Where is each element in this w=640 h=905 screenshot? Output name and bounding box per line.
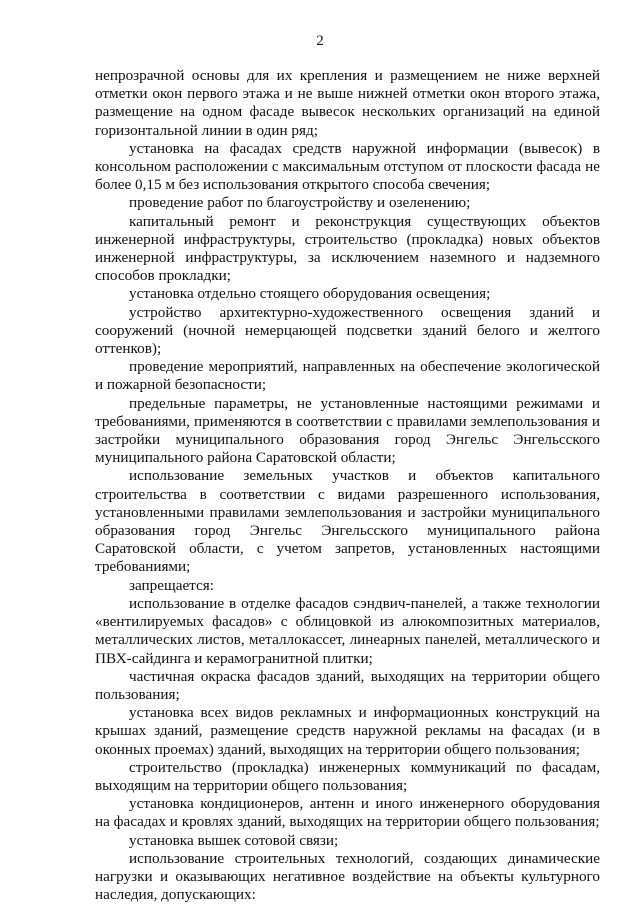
paragraph: использование земельных участков и объектов капитального строительства в соответствии с видами разрешенного использования, установленными правилами землепользования и застройки муниципального образования город Энгельс Энгельсского муниципального района Саратовской области, с учетом запретов, установленных настоящими требованиями; (95, 467, 600, 576)
paragraph: установка вышек сотовой связи; (129, 831, 339, 849)
paragraph: строительство (прокладка) инженерных коммуникаций по фасадам, выходящим на территории общего пользования; (95, 758, 600, 794)
paragraph: непрозрачной основы для их крепления и размещением не ниже верхней отметки окон первого этажа и не выше нижней отметки окон второго этажа, размещение на одном фасаде вывесок нескольких организаций на единой горизонтальной линии в один ряд; (95, 67, 600, 139)
paragraph: предельные параметры, не установленные настоящими режимами и требованиями, применяются в соответствии с правилами землепользования и застройки муниципального образования город Энгельс Энгельсского муниципального района Саратовской области; (95, 394, 600, 467)
document-body (95, 67, 600, 904)
paragraph: запрещается: (129, 576, 214, 594)
paragraph: частичная окраска фасадов зданий, выходящих на территории общего пользования; (95, 667, 600, 703)
page-number: 2 (316, 33, 324, 49)
paragraph: использование в отделке фасадов сэндвич-панелей, а также технологии «вентилируемых фасадов» с облицовкой из алюкомпозитных материалов, металлических листов, металлокассет, линеарных панелей, металлического и ПВХ-сайдинга и керамогранитной плитки; (95, 594, 600, 667)
paragraph: использование строительных технологий, создающих динамические нагрузки и оказывающих негативное воздействие на объекты культурного наследия, допускающих: (95, 849, 600, 904)
paragraph: установка всех видов рекламных и информационных конструкций на крышах зданий, размещение средств наружной рекламы на фасадах (и в оконных проемах) зданий, выходящих на территории общего пользования; (95, 704, 600, 758)
paragraph: установка на фасадах средств наружной информации (вывесок) в консольном расположении с максимальным отступом от плоскости фасада не более 0,15 м без использования открытого способа свечения; (95, 139, 600, 194)
paragraph: капитальный ремонт и реконструкция существующих объектов инженерной инфраструктуры, строительство (прокладка) новых объектов инженерной инфраструктуры, за исключением наземного и надземного способов прокладки; (95, 212, 600, 285)
paragraph: установка кондиционеров, антенн и иного инженерного оборудования на фасадах и кровлях зданий, выходящих на территории общего пользования; (95, 795, 600, 831)
paragraph: проведение мероприятий, направленных на обеспечение экологической и пожарной безопасности; (95, 358, 600, 394)
paragraph: установка отдельно стоящего оборудования освещения; (129, 285, 491, 303)
paragraph: устройство архитектурно-художественного освещения зданий и сооружений (ночной немерцающей подсветки зданий белого и желтого оттенков); (95, 303, 600, 358)
paragraph: проведение работ по благоустройству и озеленению; (129, 194, 471, 212)
